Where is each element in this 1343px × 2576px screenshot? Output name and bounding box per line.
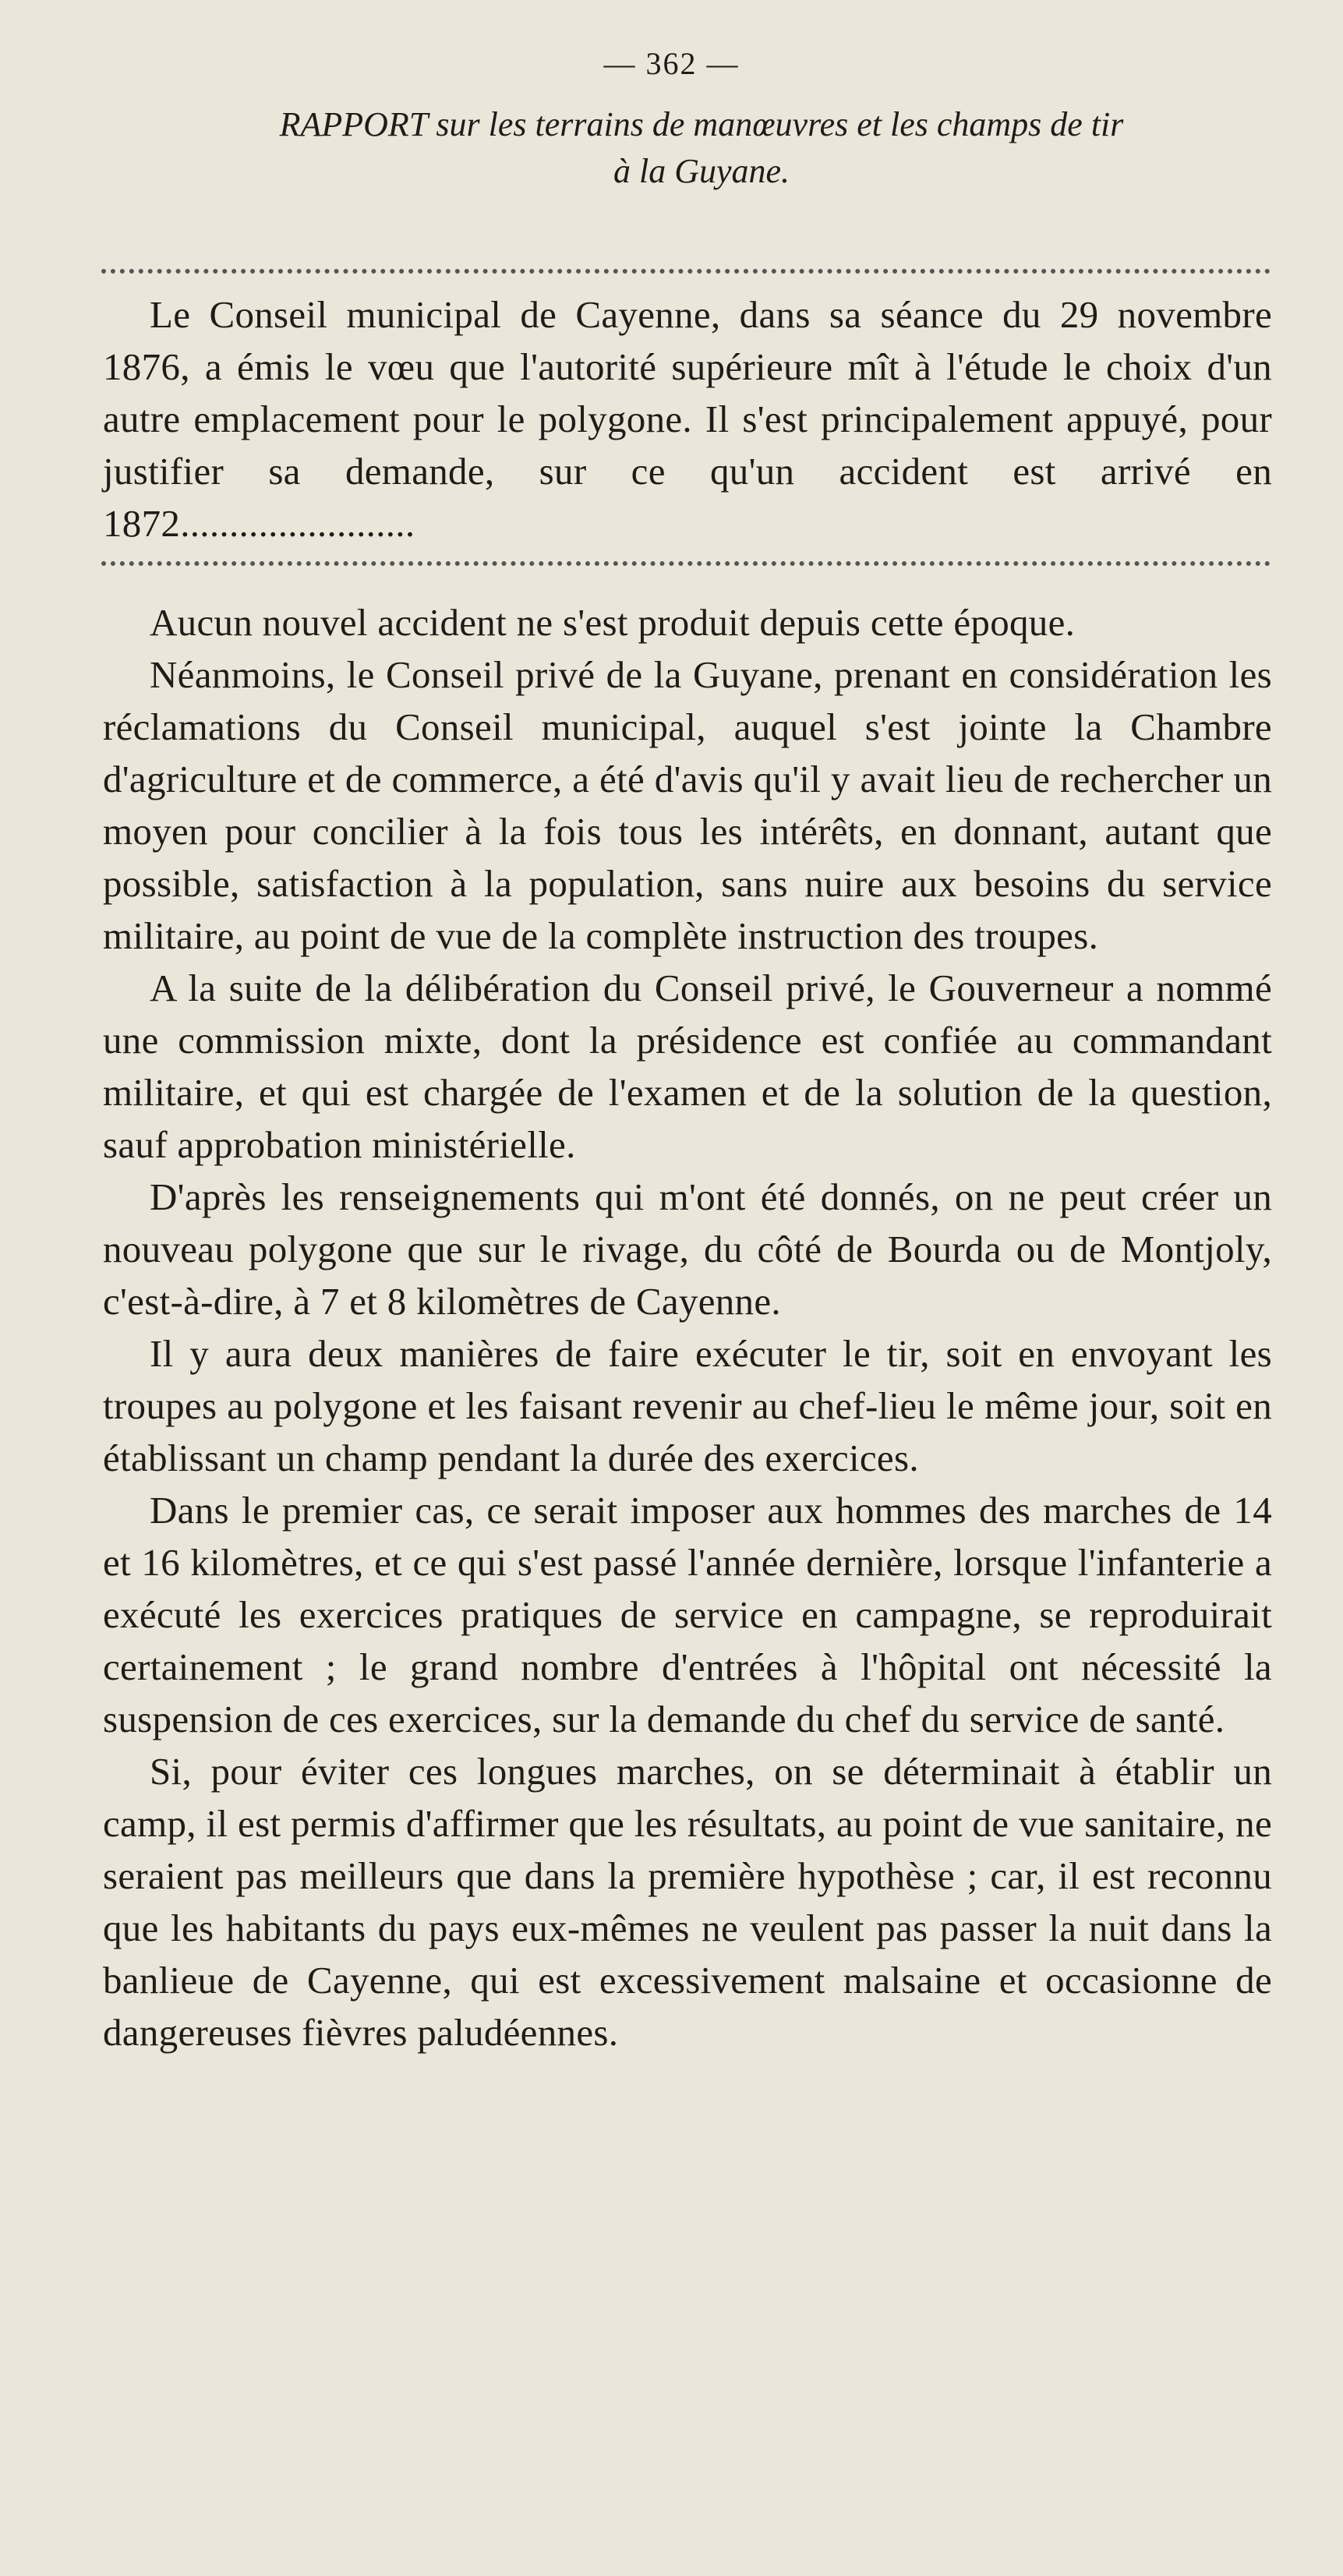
ellipsis-divider-middle [101, 561, 1271, 566]
page-number: — 362 — [603, 46, 740, 81]
ellipsis-divider-top [101, 269, 1271, 274]
report-title-line-1: RAPPORT sur les terrains de manœuvres et les champs de tir [279, 105, 1124, 143]
text-block-1 [103, 288, 1272, 549]
paragraph-manieres-tir: Il y aura deux manières de faire exécuter le tir, soit en envoyant les troupes au polygone et les faisant revenir au chef-lieu le même jour, soit en établissant un champ pendant la durée des exercices. [103, 1332, 1272, 1479]
paragraph-premier-cas: Dans le premier cas, ce serait imposer aux hommes des marches de 14 et 16 kilomètres, et ce qui s'est passé l'année dernière, lorsque l'infanterie a exécuté les exercices pratiques de service en campagne, se reproduirait certainement ; le grand nombre d'entrées à l'hôpital ont nécessité la suspension de ces exercices, sur la demande du chef du service de santé. [103, 1489, 1272, 1740]
report-title-line-2: à la Guyane. [613, 152, 790, 190]
paragraph-camp: Si, pour éviter ces longues marches, on se déterminait à établir un camp, il est permis d'affirmer que les résultats, au point de vue sanitaire, ne seraient pas meilleurs que dans la première hypothèse ; car, il est reconnu que les habitants du pays eux-mêmes ne veulent pas passer la nuit dans la banlieue de Cayenne, qui est excessivement malsaine et occasionne de dangereuses fièvres paludéennes. [103, 1750, 1272, 2054]
text-block-2 [103, 596, 1272, 2058]
report-title [101, 101, 1302, 195]
paragraph-commission-mixte: A la suite de la délibération du Conseil privé, le Gouverneur a nommé une commission mixte, dont la présidence est confiée au commandant militaire, et qui est chargée de l'examen et de la solution de la question, sauf approbation ministérielle. [103, 966, 1272, 1166]
paragraph-renseignements: D'après les renseignements qui m'ont été donnés, on ne peut créer un nouveau polygone que sur le rivage, du côté de Bourda ou de Montjoly, c'est-à-dire, à 7 et 8 kilomètres de Cayenne. [103, 1175, 1272, 1323]
paragraph-conseil-prive: Néanmoins, le Conseil privé de la Guyane, prenant en considération les réclamations du Conseil municipal, auquel s'est jointe la Chambre d'agriculture et de commerce, a été d'avis qu'il y avait lieu de rechercher un moyen pour concilier à la fois tous les intérêts, en donnant, autant que possible, satisfaction à la population, sans nuire aux besoins du service militaire, au point de vue de la complète instruction des troupes. [103, 653, 1272, 957]
paragraph-aucun-accident: Aucun nouvel accident ne s'est produit depuis cette époque. [150, 601, 1076, 644]
paragraph-conseil-municipal: Le Conseil municipal de Cayenne, dans sa séance du 29 novembre 1876, a émis le vœu que l'autorité supérieure mît à l'étude le choix d'un autre emplacement pour le polygone. Il s'est principalement appuyé, pour justifier sa demande, sur ce qu'un accident est arrivé en 1872........................ [103, 293, 1272, 545]
